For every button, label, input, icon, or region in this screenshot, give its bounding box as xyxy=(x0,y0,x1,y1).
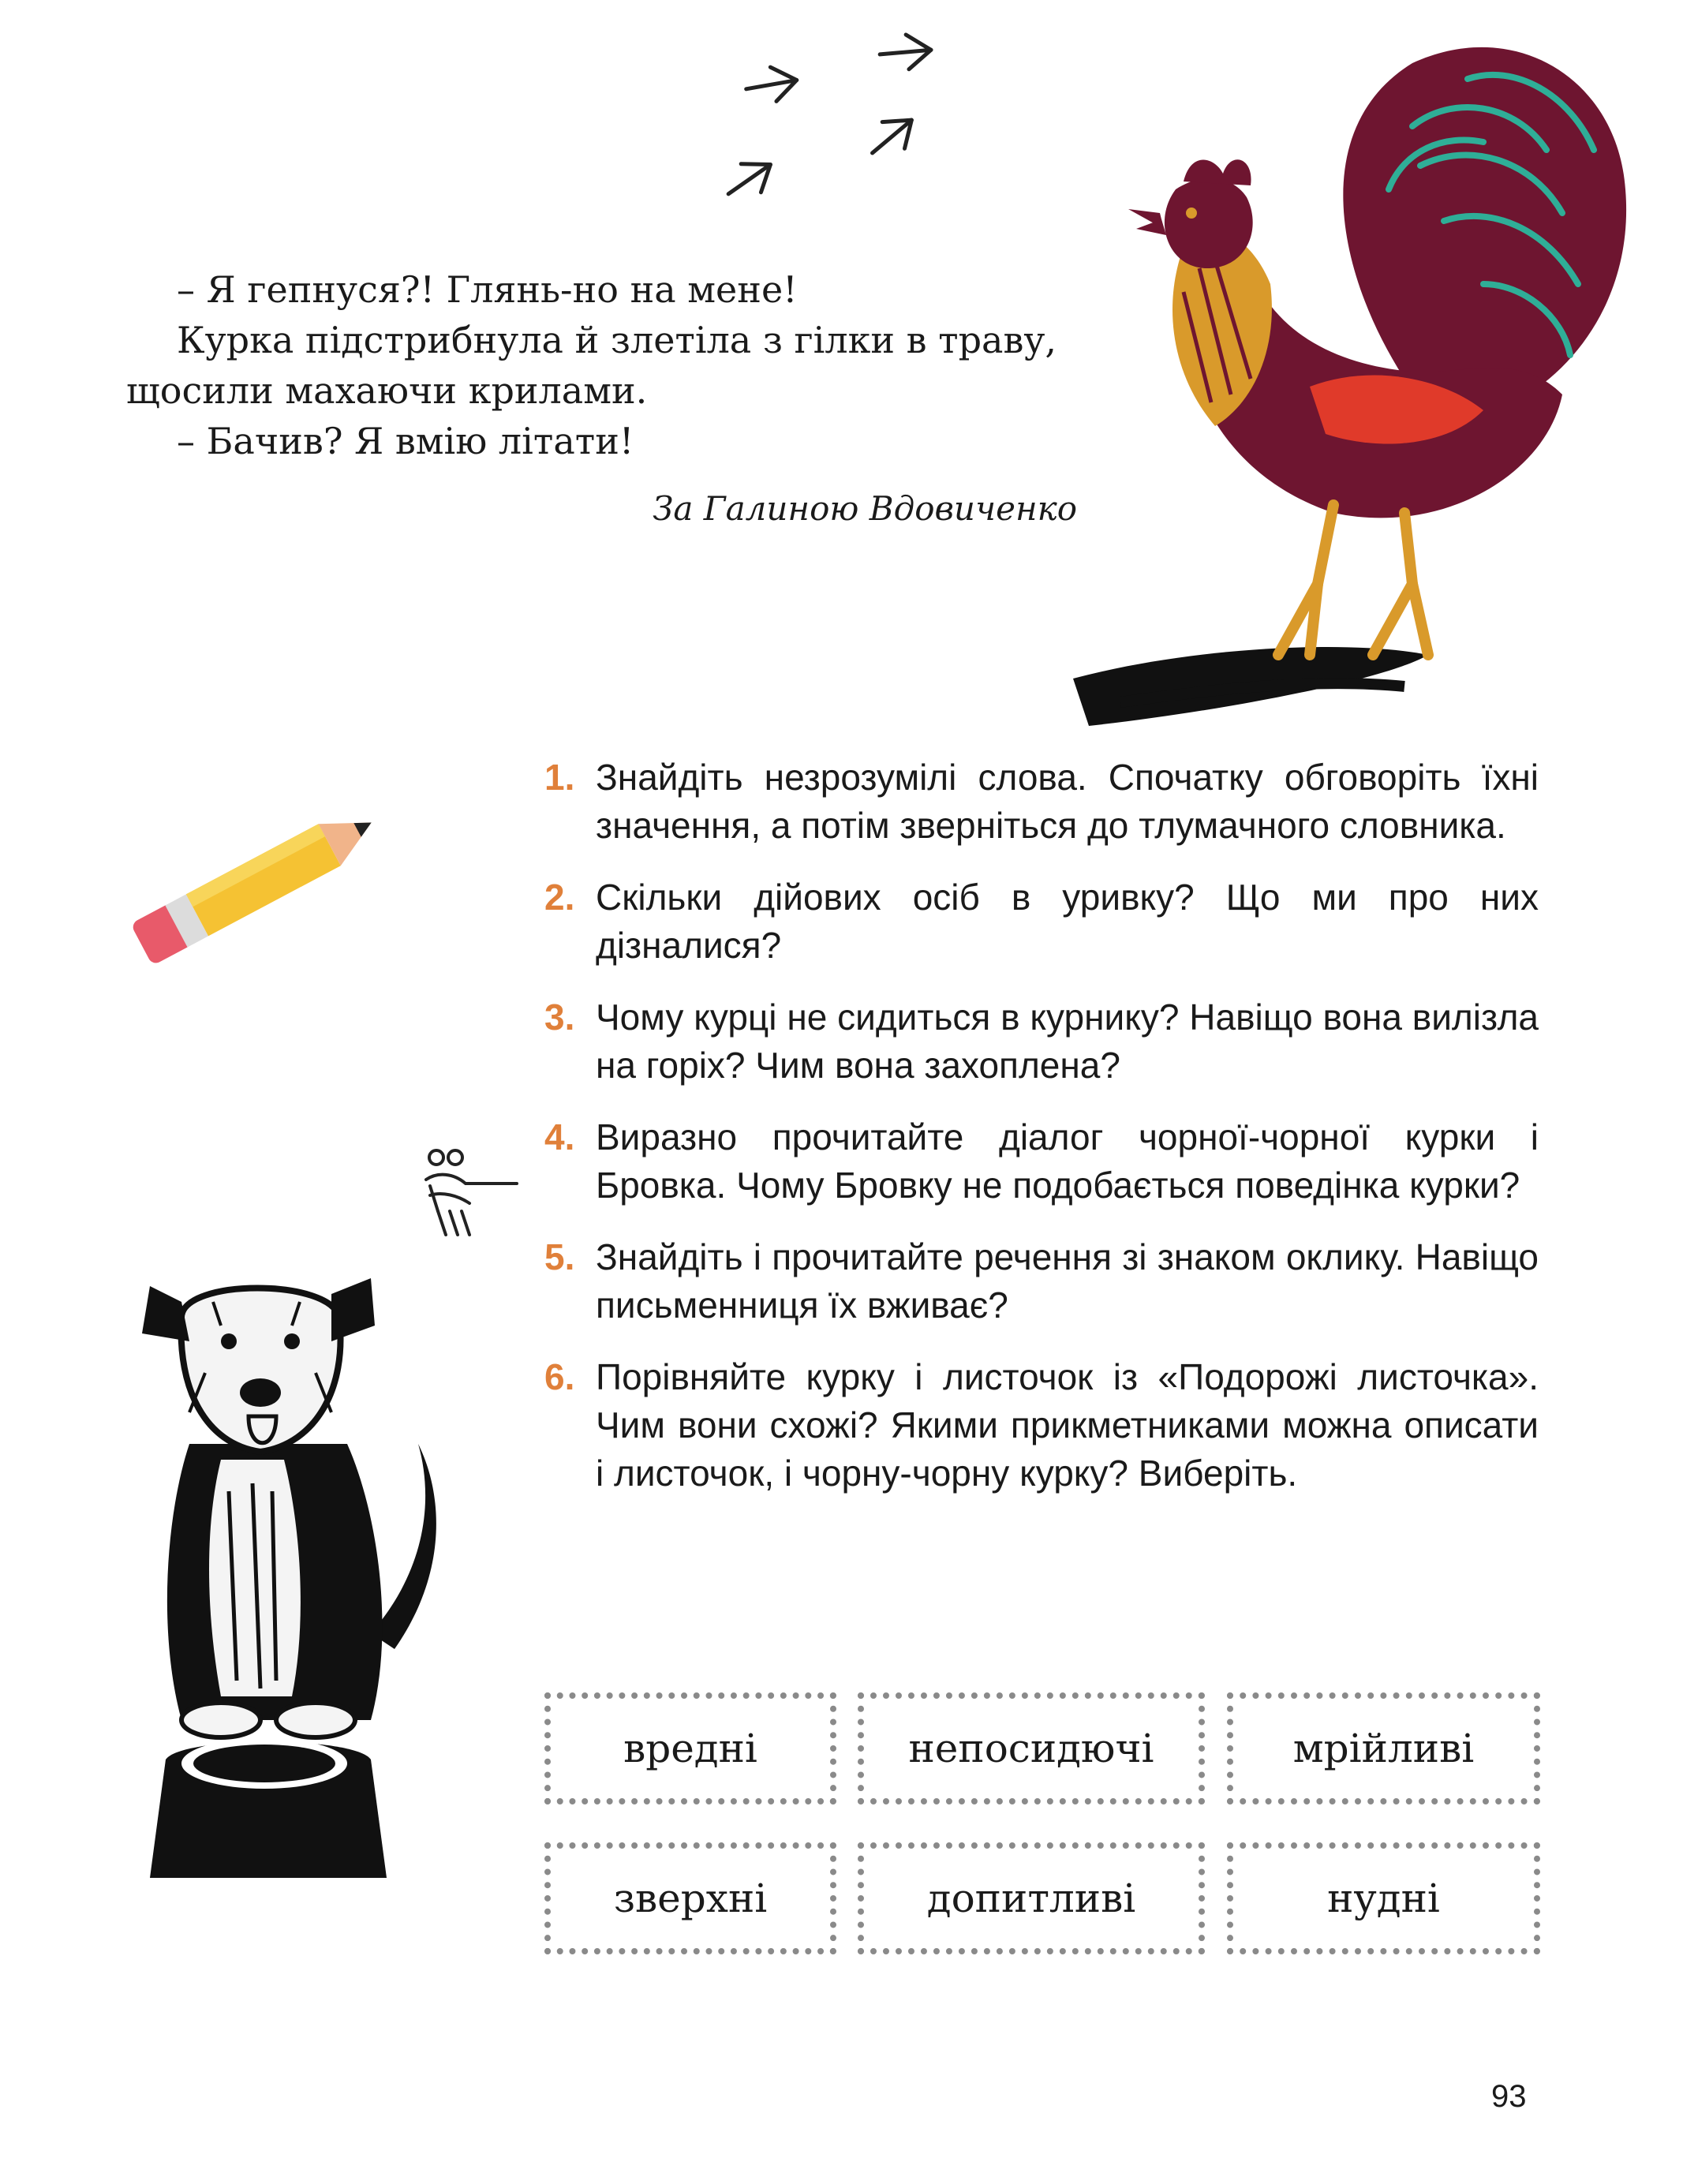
question-item xyxy=(544,754,1539,850)
question-text: Чому курці не сидиться в курнику? Навіщо вона вилізла на горіх? Чим вона захоплена? xyxy=(596,997,1539,1086)
question-item xyxy=(544,873,1539,970)
author-attribution: За Галиною Вдовиченко xyxy=(653,489,1077,528)
questions-list xyxy=(544,754,1539,1521)
question-number: 5. xyxy=(544,1236,575,1277)
word-choice[interactable]: вредні xyxy=(544,1692,836,1804)
question-number: 4. xyxy=(544,1116,575,1157)
story-line: – Я гепнуся?! Глянь-но на мене! xyxy=(177,268,798,311)
bird-tracks-icon xyxy=(679,20,1010,209)
dog-illustration xyxy=(134,1255,450,1902)
question-number: 3. xyxy=(544,997,575,1038)
rooster-illustration xyxy=(1073,32,1641,742)
word-choice[interactable]: мрійливі xyxy=(1227,1692,1540,1804)
question-item xyxy=(544,1113,1539,1210)
question-item xyxy=(544,993,1539,1090)
question-number: 6. xyxy=(544,1356,575,1397)
question-number: 2. xyxy=(544,877,575,918)
story-line: Курка підстрибнула й злетіла з гілки в траву, щосили махаючи крилами. xyxy=(126,319,1057,412)
question-text: Скільки дійових осіб в уривку? Що ми про них дізналися? xyxy=(596,877,1539,966)
word-choice[interactable]: допитливі xyxy=(858,1842,1205,1954)
question-text: Знайдіть і прочитайте речення зі знаком оклику. Навіщо письменниця їх вживає? xyxy=(596,1236,1539,1326)
page-number: 93 xyxy=(1491,2079,1527,2114)
pair-work-icon xyxy=(422,1148,525,1243)
pencil-illustration xyxy=(110,797,402,970)
story-excerpt xyxy=(126,264,1085,466)
question-text: Виразно прочитайте діалог чорної-чорної курки і Бровка. Чому Бровку не подобається поведінка курки? xyxy=(596,1116,1539,1206)
question-text: Порівняйте курку і листочок із «Подорожі листочка». Чим вони схожі? Якими прикметниками можна описати і листочок, і чорну-чорну курку? Виберіть. xyxy=(596,1356,1539,1494)
question-text: Знайдіть незрозумілі слова. Спочатку обговоріть їхні значення, а потім зверніться до тлумачного словника. xyxy=(596,757,1539,846)
story-line: – Бачив? Я вмію літати! xyxy=(177,420,634,462)
word-choice[interactable]: зверхні xyxy=(544,1842,836,1954)
question-number: 1. xyxy=(544,757,575,798)
word-choice[interactable]: непосидючі xyxy=(858,1692,1205,1804)
question-item xyxy=(544,1353,1539,1498)
question-item xyxy=(544,1233,1539,1329)
word-choice[interactable]: нудні xyxy=(1227,1842,1540,1954)
